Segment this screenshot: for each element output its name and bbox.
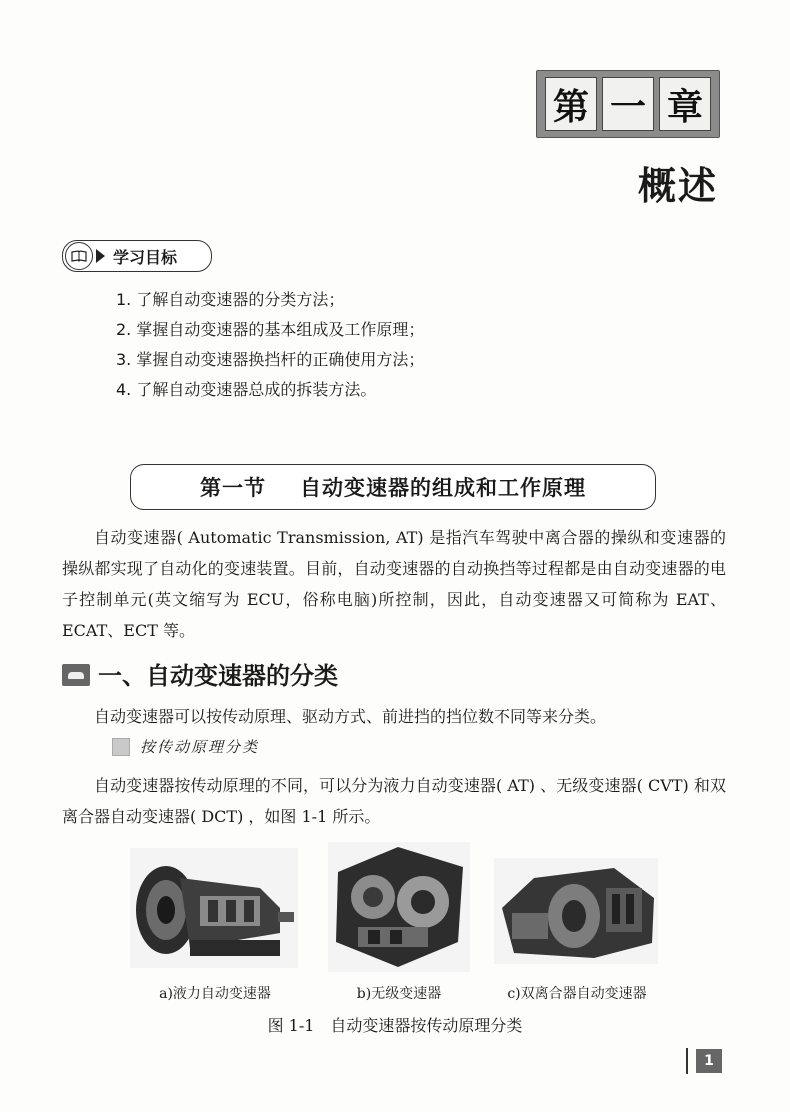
page-number: 1 — [696, 1049, 722, 1073]
section-title: 自动变速器的组成和工作原理 — [300, 476, 586, 500]
objective-item: 4. 了解自动变速器总成的拆装方法。 — [116, 380, 377, 399]
classification-paragraph: 自动变速器按传动原理的不同，可以分为液力自动变速器( AT) 、无级变速器( CVT) 和双离合器自动变速器( DCT) ，如图 1-1 所示。 — [62, 776, 726, 826]
figure-title: 图 1-1 自动变速器按传动原理分类 — [267, 1016, 523, 1035]
subsection-paragraph: 自动变速器可以按传动原理、驱动方式、前进挡的挡位数不同等来分类。 — [94, 707, 607, 726]
objectives-label: 学习目标 — [113, 247, 178, 267]
section-number: 第一节 — [200, 476, 266, 500]
subsection-title: 一、自动变速器的分类 — [98, 662, 338, 690]
objective-item: 1. 了解自动变速器的分类方法； — [116, 290, 345, 309]
book-icon — [65, 242, 93, 270]
chapter-char: 一 — [602, 77, 654, 131]
figure-caption-c: c)双离合器自动变速器 — [507, 986, 647, 1002]
chapter-char: 章 — [659, 77, 711, 131]
square-bullet-icon — [112, 738, 130, 756]
section-banner — [130, 464, 656, 510]
subsubsection-title: 按传动原理分类 — [140, 738, 260, 756]
figure-caption-b: b)无级变速器 — [356, 986, 442, 1002]
objective-item: 2. 掌握自动变速器的基本组成及工作原理； — [116, 320, 425, 339]
hydraulic-transmission-image — [130, 848, 298, 968]
objectives-tag — [62, 240, 212, 272]
chapter-char: 第 — [545, 77, 597, 131]
objective-item: 3. 掌握自动变速器换挡杆的正确使用方法； — [116, 350, 425, 369]
figure-caption-a: a)液力自动变速器 — [159, 986, 271, 1002]
car-icon — [62, 664, 90, 686]
chapter-number-box — [536, 70, 720, 138]
cvt-transmission-image — [328, 842, 470, 972]
arrow-right-icon — [96, 249, 105, 263]
section-intro: 自动变速器( Automatic Transmission, AT) 是指汽车驾驶中离合器的操纵和变速器的操纵都实现了自动化的变速装置。目前，自动变速器的自动换挡等过程都是由自动变速器的电子控制单元(英文缩写为 ECU，俗称电脑)所控制，因此，自动变速器又可简称为 EAT、ECAT、ECT 等。 — [62, 528, 726, 640]
dct-transmission-image — [494, 858, 658, 964]
chapter-title: 概述 — [637, 164, 718, 208]
page-number-divider — [686, 1048, 688, 1074]
